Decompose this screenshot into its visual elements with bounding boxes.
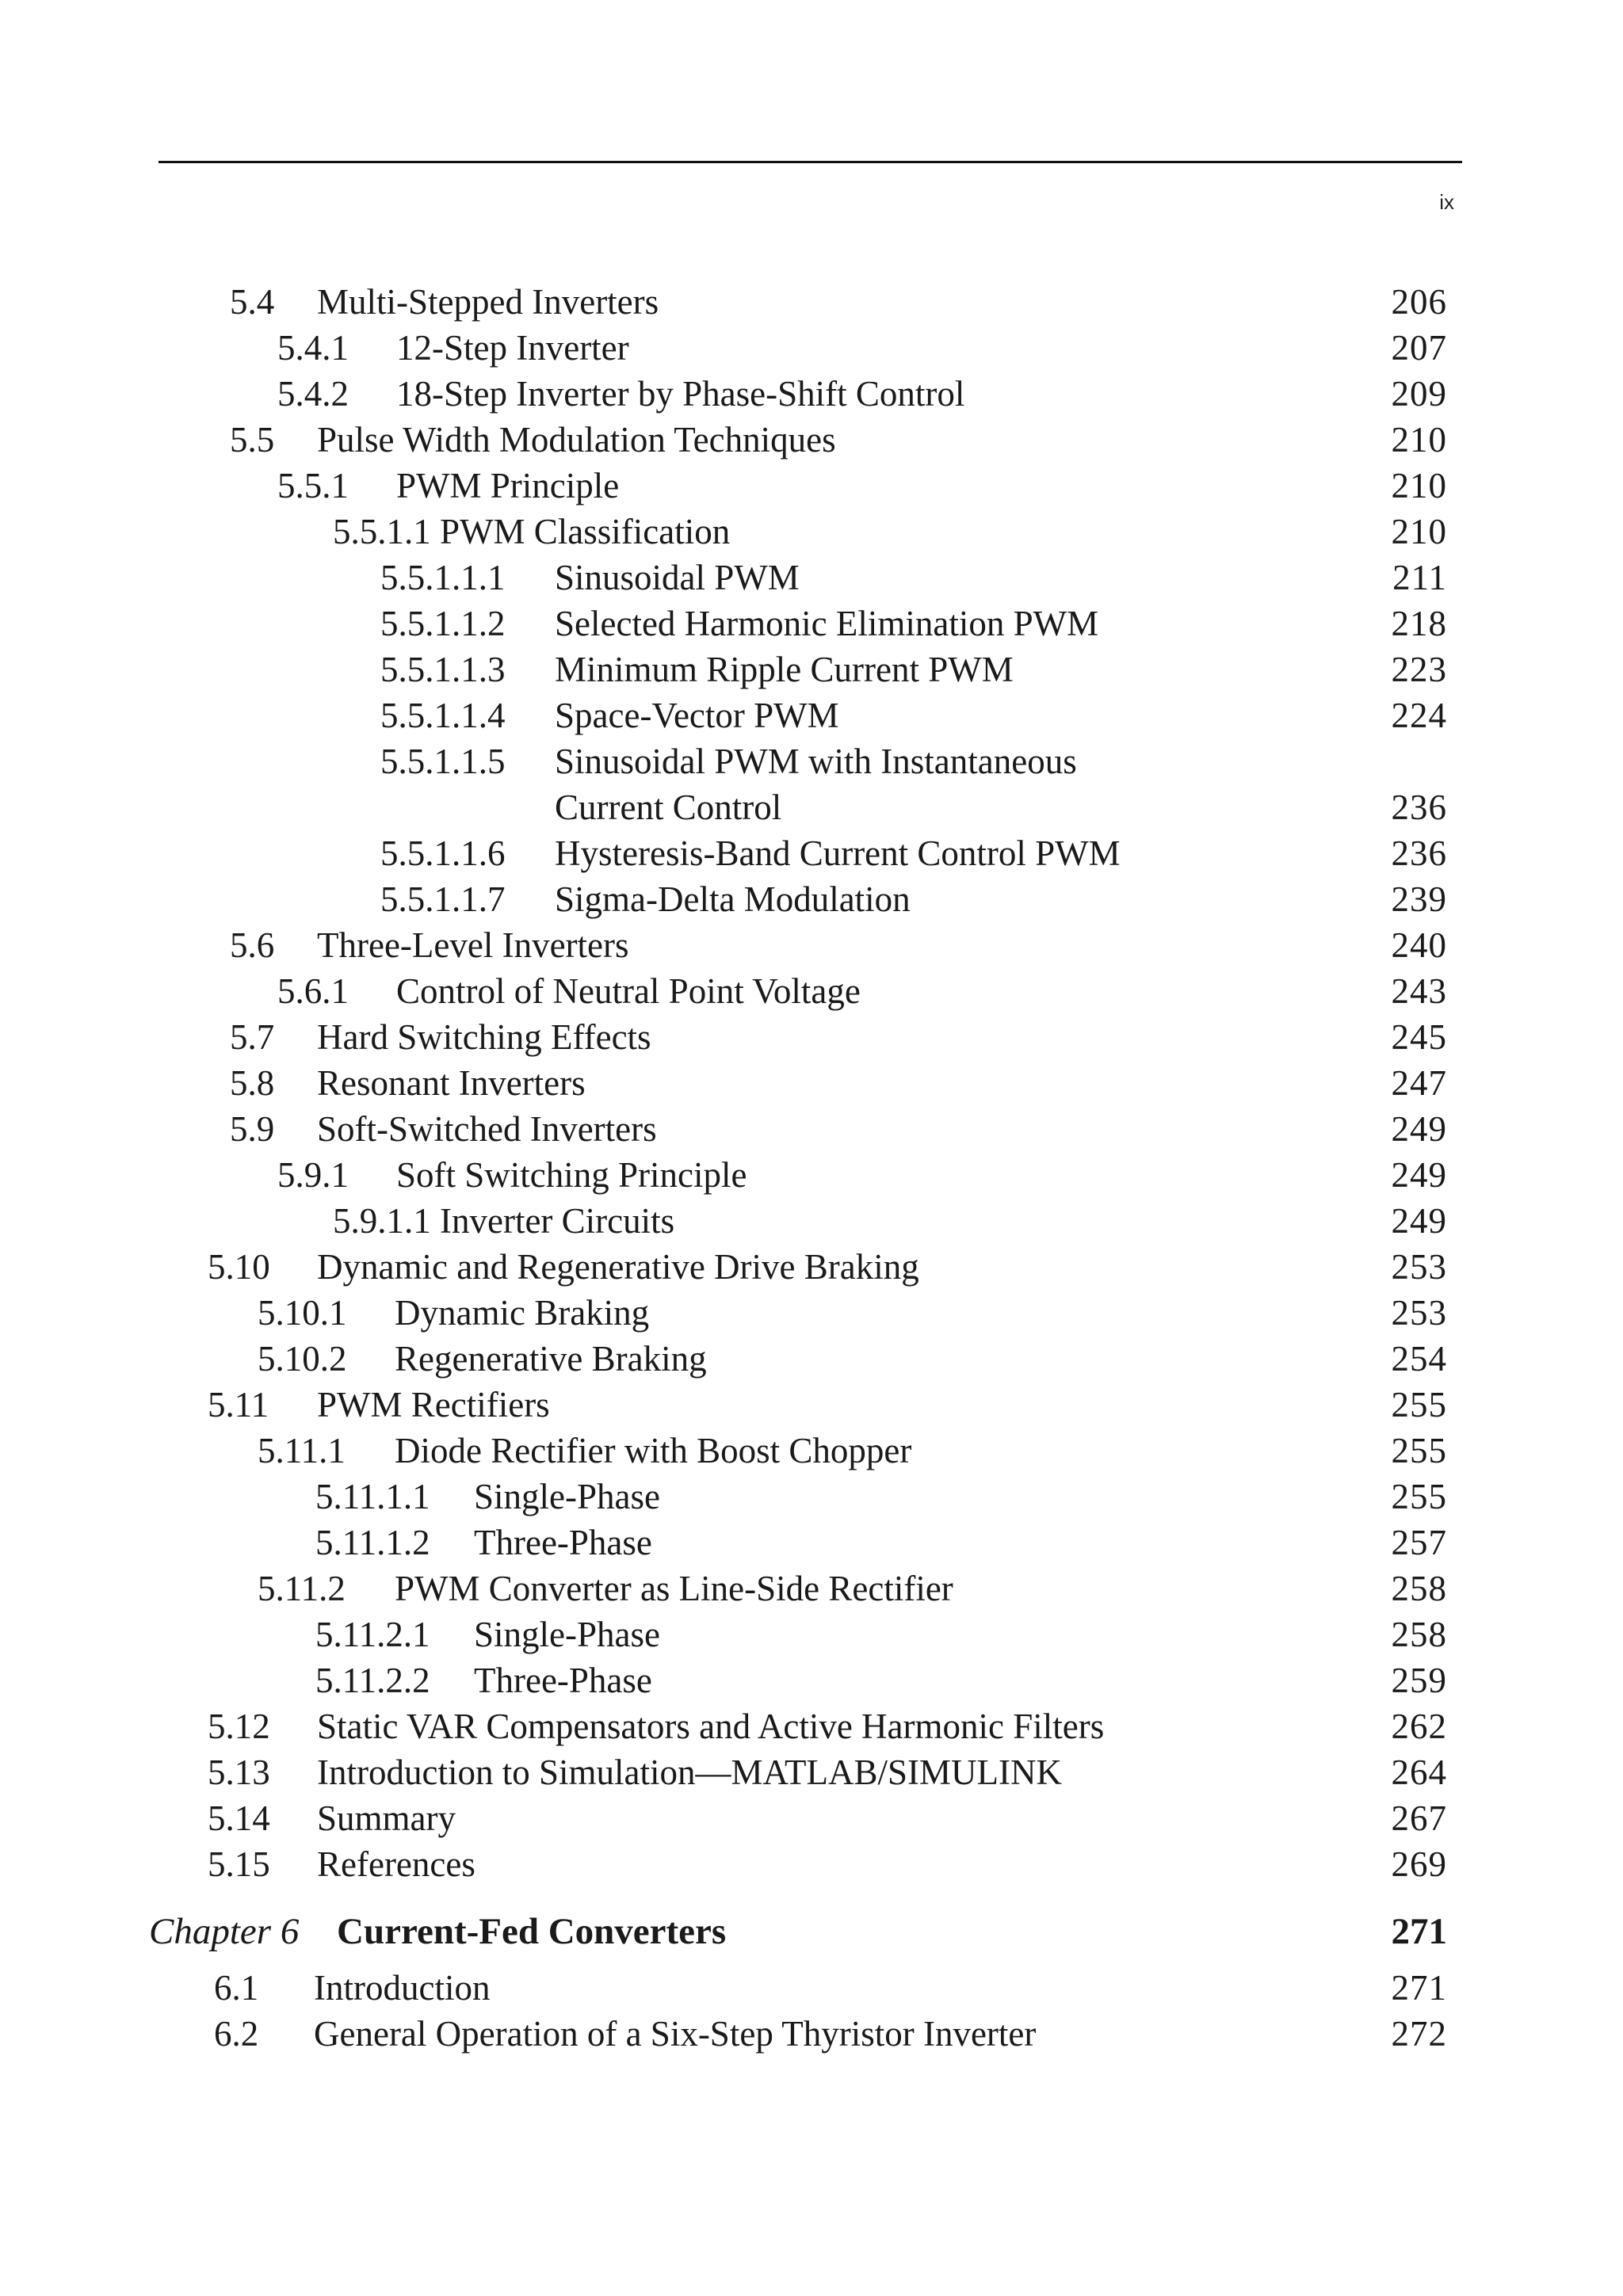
toc-entry-title: Control of Neutral Point Voltage <box>396 971 861 1011</box>
toc-entry-page: 236 <box>1391 788 1447 827</box>
toc-entry-page: 211 <box>1392 558 1447 597</box>
toc-entry-number: 5.6 <box>230 925 275 965</box>
toc-entry-5-11-2[interactable] <box>0 1566 1623 1611</box>
toc-entry-5-10-1[interactable] <box>0 1290 1623 1336</box>
toc-entry-5-4-2[interactable] <box>0 371 1623 417</box>
toc-entry-number: 5.5.1.1.4 <box>380 696 506 735</box>
toc-entry-5-11-1-2[interactable] <box>0 1520 1623 1566</box>
chapter-number: 6 <box>280 1911 300 1952</box>
toc-entry-number: 5.5.1.1.2 <box>380 604 506 643</box>
toc-entry-title: Single-Phase <box>474 1615 660 1654</box>
toc-entry-page: 207 <box>1391 328 1447 368</box>
toc-entry-number: 5.9.1.1 <box>333 1201 431 1241</box>
toc-entry-number: 5.5.1.1.5 <box>380 742 506 781</box>
toc-entry-number: 5.10 <box>208 1247 270 1287</box>
toc-entry-number: 5.12 <box>208 1707 270 1746</box>
toc-entry-page: 239 <box>1391 879 1447 919</box>
toc-entry-number: 5.6.1 <box>277 971 349 1011</box>
toc-entry-page: 243 <box>1391 971 1447 1011</box>
toc-chapter-6[interactable] <box>0 1898 1623 1965</box>
toc-entry-title: Hard Switching Effects <box>317 1017 651 1057</box>
toc-entry-5-5-1-1-3[interactable] <box>0 646 1623 692</box>
toc-entry-title: Sinusoidal PWM with Instantaneous <box>555 742 1077 781</box>
toc-entry-page: 257 <box>1391 1523 1447 1562</box>
toc-entry-number: 5.5.1.1.1 <box>380 558 506 597</box>
toc-entry-5-9[interactable] <box>0 1106 1623 1152</box>
toc-entry-page: 269 <box>1391 1844 1447 1884</box>
chapter-word: Chapter <box>149 1911 272 1952</box>
toc-entry-5-6-1[interactable] <box>0 968 1623 1014</box>
toc-entry-title: Soft Switching Principle <box>396 1155 747 1195</box>
toc-entry-page: 210 <box>1391 466 1447 505</box>
chapter-title: Current-Fed Converters <box>337 1911 727 1952</box>
toc-entry-page: 224 <box>1391 696 1447 735</box>
toc-entry-5-10[interactable] <box>0 1244 1623 1290</box>
toc-entry-page: 259 <box>1391 1661 1447 1700</box>
toc-entry-page: 247 <box>1391 1063 1447 1103</box>
toc-entry-title: Selected Harmonic Elimination PWM <box>555 604 1099 643</box>
toc-entry-5-9-1-1[interactable] <box>0 1198 1623 1244</box>
toc-entry-page: 255 <box>1391 1431 1447 1470</box>
toc-entry-title: Current Control <box>555 788 782 827</box>
toc-entry-number: 5.9.1 <box>277 1155 349 1195</box>
toc-entry-number: 6.2 <box>214 2014 259 2054</box>
toc-entry-number: 5.11.1.1 <box>315 1477 430 1516</box>
toc-entry-6-1[interactable] <box>0 1965 1623 2011</box>
toc-entry-5-11-1[interactable] <box>0 1428 1623 1474</box>
toc-entry-5-5-1-1-6[interactable] <box>0 830 1623 876</box>
toc-entry-number: 5.4 <box>230 282 275 322</box>
toc-entry-title: Pulse Width Modulation Techniques <box>317 420 836 460</box>
toc-entry-title: Sinusoidal PWM <box>555 558 800 597</box>
toc-entry-title: Soft-Switched Inverters <box>317 1109 657 1149</box>
toc-entry-page: 264 <box>1391 1753 1447 1792</box>
toc-entry-title: Introduction to Simulation—MATLAB/SIMULINK <box>317 1753 1062 1792</box>
toc-entry-page: 253 <box>1391 1293 1447 1333</box>
toc-entry-title: PWM Principle <box>396 466 620 505</box>
toc-entry-title: General Operation of a Six-Step Thyristor Inverter <box>314 2014 1037 2054</box>
toc-entry-page: 255 <box>1391 1477 1447 1516</box>
toc-entry-number: 5.7 <box>230 1017 275 1057</box>
toc-entry-page: 210 <box>1391 512 1447 551</box>
toc-entry-5-11-1-1[interactable] <box>0 1474 1623 1520</box>
toc-entry-5-7[interactable] <box>0 1014 1623 1060</box>
toc-entry-number: 5.4.1 <box>277 328 349 368</box>
toc-entry-title: Resonant Inverters <box>317 1063 586 1103</box>
toc-entry-5-5-1-1-4[interactable] <box>0 692 1623 738</box>
toc-entry-5-11-2-1[interactable] <box>0 1611 1623 1657</box>
toc-entry-5-6[interactable] <box>0 922 1623 968</box>
header-rule <box>158 161 1462 163</box>
toc-entry-5-9-1[interactable] <box>0 1152 1623 1198</box>
toc-entry-page: 255 <box>1391 1385 1447 1425</box>
toc-entry-number: 5.11 <box>208 1385 269 1425</box>
toc-entry-5-5[interactable] <box>0 417 1623 463</box>
toc-entry-title: Three-Level Inverters <box>317 925 629 965</box>
toc-entry-title: Hysteresis-Band Current Control PWM <box>555 833 1121 873</box>
toc-entry-page: 258 <box>1391 1615 1447 1654</box>
toc-entry-title: Three-Phase <box>474 1523 652 1562</box>
toc-entry-5-5-1-1-5-continued[interactable] <box>0 784 1623 830</box>
toc-entry-5-5-1-1-5[interactable] <box>0 738 1623 784</box>
toc-entry-title: Introduction <box>314 1968 491 2008</box>
toc-entry-page: 249 <box>1391 1109 1447 1149</box>
toc-entry-page: 258 <box>1391 1569 1447 1608</box>
toc-entry-5-5-1-1-1[interactable] <box>0 555 1623 601</box>
toc-entry-number: 5.10.1 <box>258 1293 347 1333</box>
toc-entry-page: 272 <box>1391 2014 1447 2054</box>
page-number: ix <box>1439 190 1454 214</box>
toc-entry-title: PWM Rectifiers <box>317 1385 550 1425</box>
toc-entry-page: 267 <box>1391 1798 1447 1838</box>
toc-entry-page: 271 <box>1391 1968 1447 2008</box>
toc-entry-number: 5.14 <box>208 1798 270 1838</box>
toc-entry-number: 5.10.2 <box>258 1339 347 1379</box>
toc-entry-number: 5.15 <box>208 1844 270 1884</box>
toc-entry-page: 206 <box>1391 282 1447 322</box>
toc-entry-number: 5.5.1.1 <box>333 512 431 551</box>
toc-entry-title: 18-Step Inverter by Phase-Shift Control <box>396 374 965 414</box>
toc-entry-5-5-1-1[interactable] <box>0 509 1623 555</box>
toc-entry-number: 5.11.2.2 <box>315 1661 430 1700</box>
toc-entry-page: 253 <box>1391 1247 1447 1287</box>
chapter-label <box>149 1898 299 1965</box>
toc-entry-5-4-1[interactable] <box>0 325 1623 371</box>
toc-entry-number: 5.9 <box>230 1109 275 1149</box>
chapter-page: 271 <box>1391 1911 1447 1952</box>
toc-entry-title: Multi-Stepped Inverters <box>317 282 659 322</box>
toc-entry-title: 12-Step Inverter <box>396 328 629 368</box>
toc-entry-title: Diode Rectifier with Boost Chopper <box>395 1431 912 1470</box>
toc-entry-page: 262 <box>1391 1707 1447 1746</box>
toc-entry-number: 6.1 <box>214 1968 259 2008</box>
toc-entry-5-15[interactable] <box>0 1841 1623 1887</box>
toc-entry-page: 236 <box>1391 833 1447 873</box>
toc-entry-title: PWM Converter as Line-Side Rectifier <box>395 1569 953 1608</box>
toc-entry-title: Space-Vector PWM <box>555 696 839 735</box>
toc-entry-number: 5.4.2 <box>277 374 349 414</box>
toc-entry-title: Minimum Ripple Current PWM <box>555 650 1014 689</box>
toc-entry-5-8[interactable] <box>0 1060 1623 1106</box>
toc-entry-5-5-1[interactable] <box>0 463 1623 509</box>
toc-entry-page: 254 <box>1391 1339 1447 1379</box>
toc-entry-page: 240 <box>1391 925 1447 965</box>
toc-entry-number: 5.11.1.2 <box>315 1523 430 1562</box>
toc-entry-number: 5.11.1 <box>258 1431 346 1470</box>
toc-entry-5-11[interactable] <box>0 1382 1623 1428</box>
toc-entry-number: 5.5.1.1.7 <box>380 879 506 919</box>
toc-entry-title: PWM Classification <box>440 512 731 551</box>
toc-entry-page: 223 <box>1391 650 1447 689</box>
toc-entry-number: 5.5 <box>230 420 275 460</box>
toc-entry-number: 5.5.1 <box>277 466 349 505</box>
toc-entry-number: 5.11.2 <box>258 1569 346 1608</box>
toc-entry-title: Single-Phase <box>474 1477 660 1516</box>
toc-entry-title: Regenerative Braking <box>395 1339 707 1379</box>
toc-entry-title: Static VAR Compensators and Active Harmonic Filters <box>317 1707 1105 1746</box>
toc-entry-page: 209 <box>1391 374 1447 414</box>
toc-entry-5-4[interactable] <box>0 279 1623 325</box>
toc-entry-page: 245 <box>1391 1017 1447 1057</box>
toc-entry-page: 210 <box>1391 420 1447 460</box>
toc-entry-5-12[interactable] <box>0 1703 1623 1749</box>
toc-entry-page: 249 <box>1391 1201 1447 1241</box>
toc-entry-page: 249 <box>1391 1155 1447 1195</box>
toc-entry-number: 5.8 <box>230 1063 275 1103</box>
toc-entry-title: Three-Phase <box>474 1661 652 1700</box>
toc-entry-6-2[interactable] <box>0 2011 1623 2057</box>
toc-entry-number: 5.5.1.1.6 <box>380 833 506 873</box>
toc-entry-5-11-2-2[interactable] <box>0 1657 1623 1703</box>
toc-entry-5-13[interactable] <box>0 1749 1623 1795</box>
toc-entry-title: Dynamic and Regenerative Drive Braking <box>317 1247 919 1287</box>
toc-entry-number: 5.11.2.1 <box>315 1615 430 1654</box>
toc-entry-number: 5.13 <box>208 1753 270 1792</box>
toc-entry-5-5-1-1-2[interactable] <box>0 601 1623 646</box>
toc-entry-title: Dynamic Braking <box>395 1293 650 1333</box>
table-of-contents <box>0 279 1623 2057</box>
toc-entry-5-14[interactable] <box>0 1795 1623 1841</box>
toc-entry-5-5-1-1-7[interactable] <box>0 876 1623 922</box>
toc-entry-title: Sigma-Delta Modulation <box>555 879 911 919</box>
toc-entry-title: Inverter Circuits <box>440 1201 675 1241</box>
toc-entry-title: Summary <box>317 1798 456 1838</box>
toc-entry-page: 218 <box>1391 604 1447 643</box>
toc-entry-title: References <box>317 1844 475 1884</box>
toc-entry-5-10-2[interactable] <box>0 1336 1623 1382</box>
toc-entry-number: 5.5.1.1.3 <box>380 650 506 689</box>
